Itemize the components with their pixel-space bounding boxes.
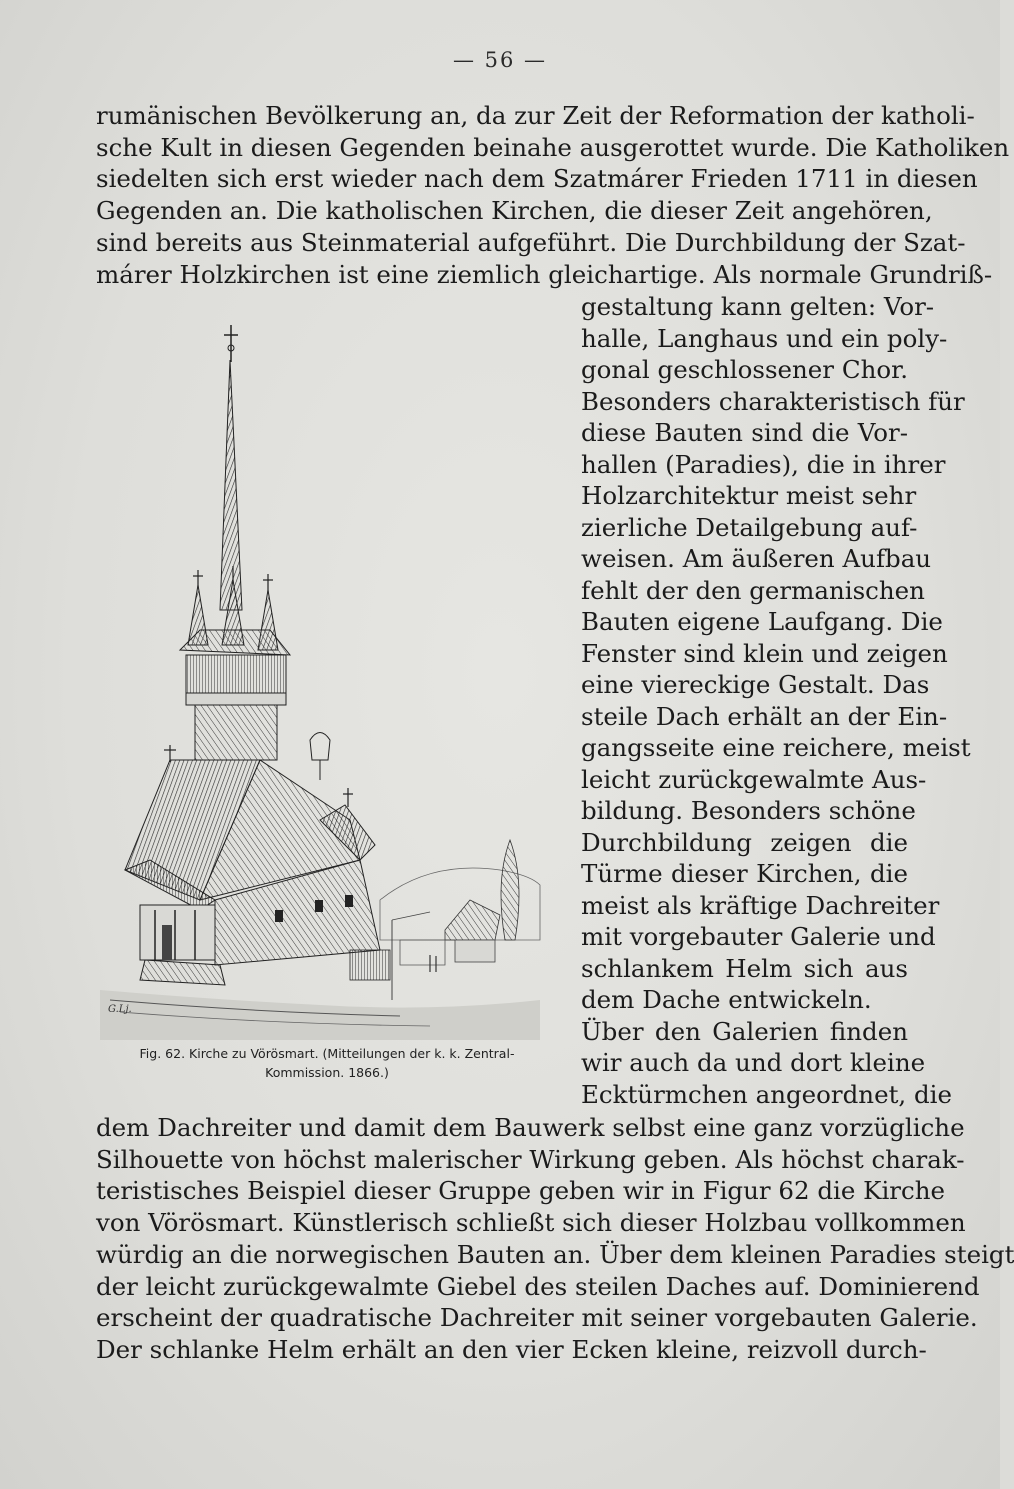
text-line: márer Holzkirchen ist eine ziemlich gleichartige. Als normale Grundriß-	[96, 259, 993, 289]
text-line: Bauten eigene Laufgang. Die	[581, 607, 943, 636]
text-line: Fenster sind klein und zeigen	[581, 638, 948, 668]
tower-gallery	[186, 655, 286, 693]
text-line: meist als kräftige Dachreiter	[581, 890, 940, 920]
text-line: mit vorgebauter Galerie und	[581, 922, 936, 951]
text-line: der leicht zurückgewalmte Giebel des steilen Daches auf. Dominierend	[96, 1271, 980, 1301]
text-line: von Vörösmart. Künstlerisch schließt sich dieser Holzbau vollkommen	[96, 1208, 966, 1238]
page-number: — 56 —	[452, 48, 548, 72]
text-line: Silhouette von höchst malerischer Wirkung geben. Als höchst charak-	[96, 1144, 965, 1174]
text-line: Der schlanke Helm erhält an den vier Ecken kleine, reizvoll durch-	[96, 1334, 927, 1364]
text-line: zierliche Detailgebung auf-	[581, 512, 918, 542]
text-line: rumänischen Bevölkerung an, da zur Zeit der Reformation der katholi-	[96, 101, 975, 130]
text-line: gangsseite eine reichere, meist	[581, 733, 971, 762]
text-line: Besonders charakteristisch für	[581, 386, 965, 416]
text-line: sind bereits aus Steinmaterial aufgeführt. Die Durchbildung der Szat-	[96, 227, 966, 257]
text-line: Ecktürmchen angeordnet, die	[581, 1079, 953, 1109]
text-line: dem Dache entwickeln.	[581, 985, 872, 1014]
figure-caption	[92, 1044, 562, 1082]
text-line: teristisches Beispiel dieser Gruppe geben wir in Figur 62 die Kirche	[96, 1176, 945, 1206]
text-line: erscheint der quadratische Dachreiter mit seiner vorgebauten Galerie.	[96, 1303, 978, 1333]
porch	[140, 905, 215, 960]
text-line: Türme dieser Kirchen, die	[581, 859, 908, 888]
bell-ornament	[310, 733, 330, 761]
church-illustration	[100, 300, 540, 1040]
tower-body	[195, 705, 277, 760]
text-line: eine viereckige Gestalt. Das	[581, 670, 930, 699]
text-line: gonal geschlossener Chor.	[581, 355, 908, 384]
text-line: Gegenden an. Die katholischen Kirchen, die dieser Zeit angehören,	[96, 196, 933, 226]
small-house-roof	[445, 900, 500, 940]
text-line: Über den Galerien finden	[581, 1016, 908, 1046]
window	[275, 910, 283, 922]
text-line: diese Bauten sind die Vor-	[581, 418, 908, 447]
text-line: sche Kult in diesen Gegenden beinahe ausgerottet wurde. Die Katholiken	[96, 132, 1010, 162]
text-line: weisen. Am äußeren Aufbau	[581, 544, 932, 573]
caption-line: Kommission. 1866.)	[265, 1065, 389, 1080]
window	[315, 900, 323, 912]
text-line: steile Dach erhält an der Ein-	[581, 701, 948, 731]
ground	[100, 990, 540, 1040]
caption-line: Fig. 62. Kirche zu Vörösmart. (Mitteilungen der k. k. Zentral-	[139, 1046, 515, 1061]
text-line: würdig an die norwegischen Bauten an. Über dem kleinen Paradies steigt	[96, 1239, 1014, 1269]
text-line: dem Dachreiter und damit dem Bauwerk selbst eine ganz vorzügliche	[96, 1113, 965, 1142]
text-line: fehlt der den germanischen	[581, 575, 925, 605]
tower-gallery-roof	[180, 630, 290, 655]
illustrator-signature: G.Lj.	[108, 1004, 132, 1015]
text-line: wir auch da und dort kleine	[581, 1048, 926, 1077]
poplar-tree	[501, 840, 519, 940]
text-line: halle, Langhaus und ein poly-	[581, 323, 948, 353]
text-line: Holzarchitektur meist sehr	[581, 481, 917, 510]
main-spire	[220, 360, 242, 610]
window	[345, 895, 353, 907]
text-line: Durchbildung zeigen die	[581, 827, 908, 857]
text-line: schlankem Helm sich aus	[581, 953, 908, 983]
text-line: bildung. Besonders schöne	[581, 796, 916, 825]
steps	[140, 960, 225, 985]
text-line: leicht zurückgewalmte Aus-	[581, 764, 927, 794]
text-line: siedelten sich erst wieder nach dem Szatmárer Frieden 1711 in diesen	[96, 164, 978, 194]
text-line: hallen (Paradies), die in ihrer	[581, 449, 946, 479]
text-line: gestaltung kann gelten: Vor-	[581, 292, 935, 321]
